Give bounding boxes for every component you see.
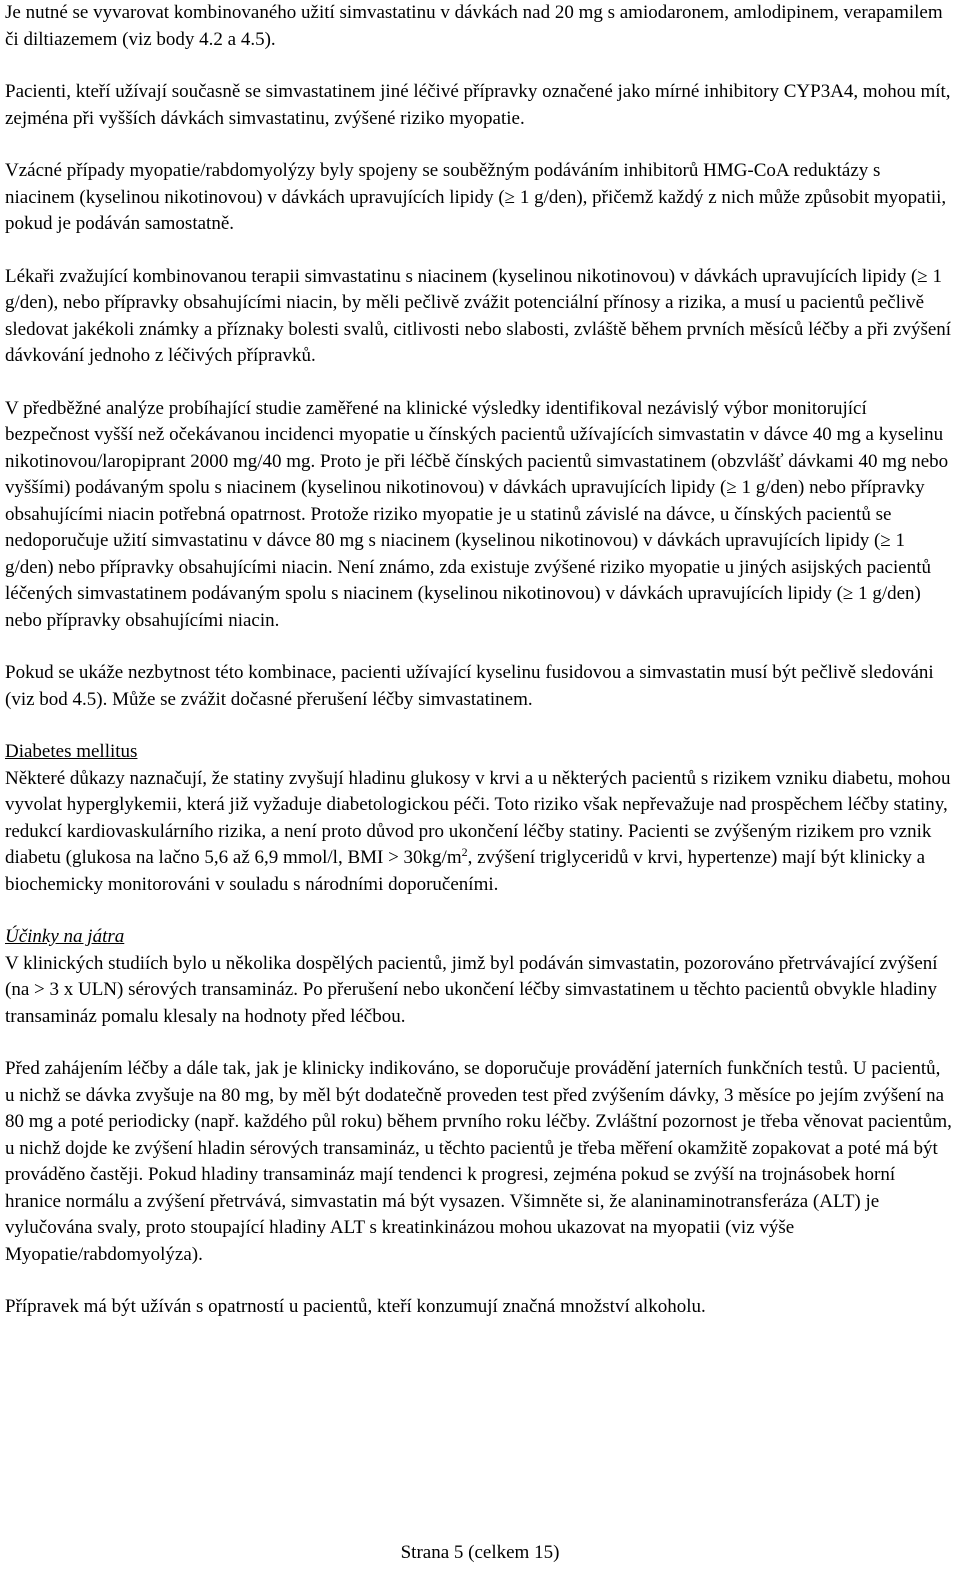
diabetes-text-part-2: , zvýšení triglyceridů v krvi, hypertenze) mají být klinicky a biochemicky monitorováni v souladu s národními doporučeními. — [5, 847, 926, 895]
paragraph-rhabdomyolysis-niacin: Vzácné případy myopatie/rabdomyolýzy byly spojeny se souběžným podáváním inhibitorů HMG-CoA reduktázy s niacinem (kyselinou nikotinovou) v dávkách upravujících lipidy (≥ 1 g/den), přičemž každý z nich může způsobit myopatii, pokud je podáván samostatně. — [5, 160, 947, 234]
paragraph-liver-transaminases: V klinických studiích bylo u několika dospělých pacientů, jimž byl podáván simvastatin, pozorováno přetrvávající zvýšení (na > 3 x ULN) sérových transamináz. Po přerušení nebo ukončení léčby simvastatinem u těchto pacientů obvykle hladiny transamináz pomalu klesaly na hodnoty před léčbou. — [5, 952, 938, 1027]
superscript-squared: 2 — [461, 845, 468, 859]
section-heading-diabetes: Diabetes mellitus — [5, 741, 138, 762]
page-number-label: Strana 5 (celkem 15) — [400, 1542, 560, 1563]
section-liver — [5, 924, 953, 1030]
diabetes-text-part-1: Některé důkazy naznačují, že statiny zvyšují hladinu glukosy v krvi a u některých pacientů s rizikem vzniku diabetu, mohou vyvolat hyperglykemii, která již vyžaduje diabetologickou péči. Toto riziko však nepřevažuje nad prospěchem léčby statiny, redukcí kardiovaskulárního rizika, a není proto důvod pro ukončení léčby statiny. Pacienti se zvýšeným rizikem pro vznik diabetu (glukosa na lačno 5,6 až 6,9 mmol/l, BMI > 30kg/m — [5, 767, 951, 868]
paragraph-amiodarone: Je nutné se vyvarovat kombinovaného užití simvastatinu v dávkách nad 20 mg s amiodaronem, amlodipinem, verapamilem či diltiazemem (viz body 4.2 a 4.5). — [5, 2, 943, 50]
section-heading-liver: Účinky na játra — [5, 926, 125, 947]
paragraph-cyp3a4-inhibitors: Pacienti, kteří užívají současně se simvastatinem jiné léčivé přípravky označené jako mírné inhibitory CYP3A4, mohou mít, zejména při vyšších dávkách simvastatinu, zvýšené riziko myopatie. — [5, 81, 951, 129]
page-footer — [0, 1541, 960, 1565]
section-diabetes — [5, 739, 953, 898]
paragraph-fusidic-acid: Pokud se ukáže nezbytnost této kombinace, pacienti užívající kyselinu fusidovou a simvastatin musí být pečlivě sledováni (viz bod 4.5). Může se zvážit dočasné přerušení léčby simvastatinem. — [5, 662, 934, 710]
document-page — [5, 0, 953, 1347]
paragraph-combination-therapy: Lékaři zvažující kombinovanou terapii simvastatinu s niacinem (kyselinou nikotinovou) v dávkách upravujících lipidy (≥ 1 g/den), nebo přípravky obsahujícími niacin, by měli pečlivě zvážit potenciální přínosy a rizika, a musí u pacientů pečlivě sledovat jakékoli známky a příznaky bolesti svalů, citlivosti nebo slabosti, zvláště během prvních měsíců léčby a při zvýšení dávkování jednoho z léčivých přípravků. — [5, 265, 952, 366]
paragraph-alcohol: Přípravek má být užíván s opatrností u pacientů, kteří konzumují značná množství alkoholu. — [5, 1296, 706, 1317]
paragraph-liver-function-tests: Před zahájením léčby a dále tak, jak je klinicky indikováno, se doporučuje provádění jaterních funkčních testů. U pacientů, u nichž se dávka zvyšuje na 80 mg, by měl být dodatečně proveden test před zvýšením dávky, 3 měsíce po jejím zvýšení na 80 mg a poté periodicky (např. každého půl roku) během prvního roku léčby. Zvláštní pozornost je třeba věnovat pacientům, u nichž dojde ke zvýšení hladin sérových transamináz, u těchto pacientů je třeba měření okamžitě zopakovat a poté má být prováděno častěji. Pokud hladiny transamináz mají tendenci k progresi, zejména pokud se zvýší na trojnásobek horní hranice normálu a zvýšení přetrvává, simvastatin má být vysazen. Všimněte si, že alaninaminotransferáza (ALT) je vylučována svaly, proto stoupající hladiny ALT s kreatinkinázou mohou ukazovat na myopatii (viz výše Myopatie/rabdomyolýza). — [5, 1058, 952, 1265]
paragraph-diabetes — [5, 766, 953, 899]
paragraph-chinese-patients: V předběžné analýze probíhající studie zaměřené na klinické výsledky identifikoval nezávislý výbor monitorující bezpečnost vyšší než očekávanou incidenci myopatie u čínských pacientů užívajících simvastatin v dávce 40 mg a kyselinu nikotinovou/laropiprant 2000 mg/40 mg. Proto je při léčbě čínských pacientů simvastatinem (obzvlášť dávkami 40 mg nebo vyššími) podávaným spolu s niacinem (kyselinou nikotinovou) v dávkách upravujících lipidy (≥ 1 g/den) nebo přípravky obsahujícími niacin potřebná opatrnost. Protože riziko myopatie je u statinů závislé na dávce, u čínských pacientů se nedoporučuje užití simvastatinu v dávce 80 mg s niacinem (kyselinou nikotinovou) v dávkách upravujících lipidy (≥ 1 g/den) nebo přípravky obsahujícími niacin. Není známo, zda existuje zvýšené riziko myopatie u jiných asijských pacientů léčených simvastatinem podávaným spolu s niacinem (kyselinou nikotinovou) v dávkách upravujících lipidy (≥ 1 g/den) nebo přípravky obsahujícími niacin. — [5, 397, 949, 631]
